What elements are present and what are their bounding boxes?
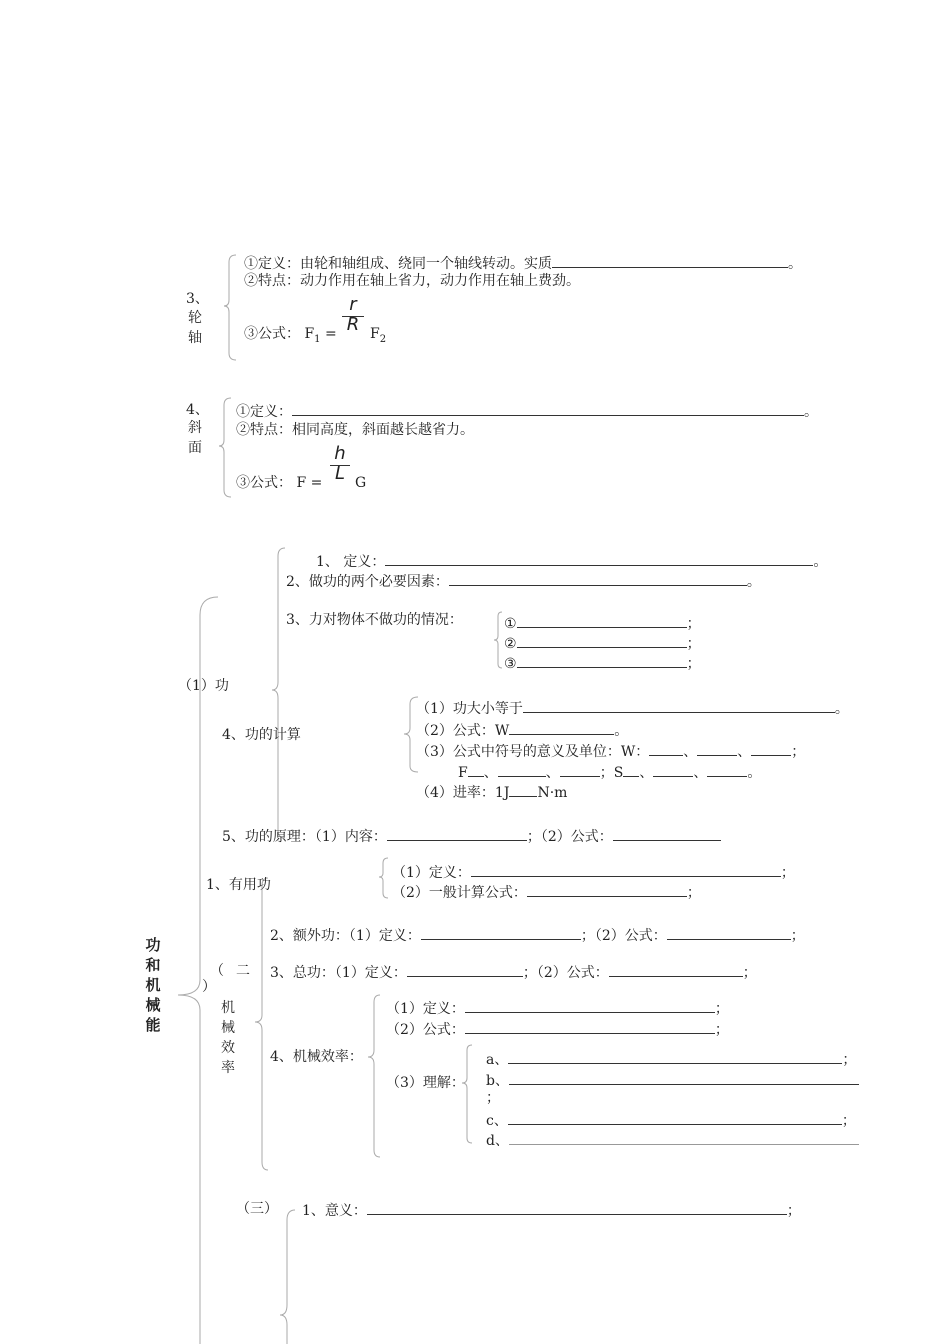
calc-3-blank[interactable] bbox=[697, 741, 737, 756]
eff-formula-label: （2）公式： bbox=[386, 1022, 465, 1038]
work-label: （1）功 bbox=[178, 678, 229, 694]
f-symbol: F bbox=[458, 765, 468, 781]
sep: ； bbox=[580, 928, 595, 944]
calc-4-blank[interactable] bbox=[509, 782, 537, 797]
efficiency-label-vertical bbox=[218, 998, 238, 1078]
calc-3-label: （3）公式中符号的意义及单位：W： bbox=[416, 744, 650, 760]
fraction-numerator: h bbox=[334, 443, 346, 464]
wheel-axle-eq: = bbox=[325, 326, 337, 342]
extra-formula-blank[interactable] bbox=[667, 925, 791, 940]
useful-def-end: ； bbox=[780, 865, 795, 881]
calc-3b-blank[interactable] bbox=[468, 762, 484, 777]
eff-def-blank[interactable] bbox=[465, 998, 715, 1013]
brace-useful bbox=[379, 858, 388, 898]
understand-blank[interactable] bbox=[508, 1110, 842, 1125]
fraction-numerator: r bbox=[349, 294, 357, 315]
sep: 、 bbox=[693, 765, 708, 781]
fraction-denominator: R bbox=[346, 314, 360, 335]
incline-f: F = bbox=[296, 475, 323, 491]
eff-understand: （3）理解： bbox=[386, 1075, 465, 1091]
item-end: ； bbox=[686, 656, 701, 672]
main-title-char: 能 bbox=[145, 1016, 161, 1034]
efficiency-label-char: 械 bbox=[221, 1020, 235, 1036]
wheel-axle-def-blank[interactable] bbox=[552, 253, 788, 268]
item-label: d、 bbox=[486, 1133, 509, 1149]
understand-blank[interactable] bbox=[509, 1130, 859, 1145]
f2-subscript: 2 bbox=[379, 333, 387, 345]
calc-1-blank[interactable] bbox=[523, 698, 835, 713]
wheel-axle-def-end: 。 bbox=[788, 256, 802, 272]
eff-formula-end: ； bbox=[714, 1022, 729, 1038]
understand-item-a bbox=[486, 1049, 856, 1069]
calc-3-end: ； bbox=[791, 744, 806, 760]
incline-def-end: 。 bbox=[804, 404, 818, 420]
s-symbol: S bbox=[613, 765, 624, 781]
wheel-axle-f1 bbox=[304, 326, 321, 345]
wheel-axle-title bbox=[185, 308, 205, 348]
incline-title-char: 斜 bbox=[188, 420, 202, 436]
item-number: ① bbox=[504, 616, 517, 632]
calc-2-label: （2）公式：W bbox=[416, 723, 510, 739]
work-factors-blank[interactable] bbox=[449, 571, 747, 586]
incline-title bbox=[185, 418, 205, 458]
wheel-axle-formula-label: ③公式： bbox=[244, 326, 300, 342]
useful-def-label: （1）定义： bbox=[392, 865, 471, 881]
item-end: ； bbox=[841, 1113, 856, 1129]
extra-def-blank[interactable] bbox=[421, 925, 581, 940]
incline-formula-label: ③公式： bbox=[236, 475, 292, 491]
work-factors-end: 。 bbox=[746, 574, 761, 590]
item-label: b、 bbox=[486, 1073, 509, 1089]
brace-wheel-axle bbox=[224, 255, 236, 360]
useful-work-formula bbox=[392, 882, 701, 902]
calc-2-blank[interactable] bbox=[509, 720, 614, 735]
efficiency-label-char: 率 bbox=[221, 1060, 235, 1076]
brace-eff-main bbox=[368, 995, 380, 1157]
calc-3b-blank[interactable] bbox=[498, 762, 546, 777]
total-label: 3、总功：（1）定义： bbox=[270, 965, 407, 981]
principle-formula-blank[interactable] bbox=[613, 826, 721, 841]
incline-number: 4、 bbox=[186, 402, 209, 418]
f2-symbol: F bbox=[370, 326, 380, 342]
f1-symbol: F bbox=[304, 326, 315, 342]
sep: 、 bbox=[545, 765, 560, 781]
calc-3b-blank[interactable] bbox=[653, 762, 693, 777]
understand-item-b-end: ； bbox=[486, 1090, 500, 1106]
wheel-axle-feature: ②特点：动力作用在轴上省力，动力作用在轴上费劲。 bbox=[244, 273, 580, 289]
efficiency-label-char: 机 bbox=[221, 1000, 235, 1016]
extra-end: ； bbox=[790, 928, 805, 944]
main-title-char: 械 bbox=[145, 996, 161, 1014]
main-title bbox=[143, 935, 163, 1035]
wheel-axle-definition bbox=[244, 253, 802, 273]
eff-formula bbox=[386, 1019, 729, 1039]
item-end: ； bbox=[686, 616, 701, 632]
work-calc-1 bbox=[416, 698, 849, 718]
brace-incline bbox=[219, 398, 231, 497]
efficiency-label-char: 效 bbox=[221, 1040, 235, 1056]
item-number: ② bbox=[504, 636, 517, 652]
f1-subscript: 1 bbox=[314, 333, 321, 345]
item-end: ； bbox=[842, 1052, 857, 1068]
eff-def bbox=[386, 998, 729, 1018]
work-calc-label: 4、功的计算 bbox=[222, 727, 301, 743]
power-meaning-blank[interactable] bbox=[367, 1200, 787, 1215]
work-def-blank[interactable] bbox=[385, 551, 813, 566]
sep: ； bbox=[599, 765, 614, 781]
understand-item-b bbox=[486, 1070, 859, 1090]
total-end: ； bbox=[742, 965, 757, 981]
wheel-axle-number: 3、 bbox=[186, 291, 209, 307]
work-nowork-label: 3、力对物体不做功的情况： bbox=[286, 612, 463, 628]
total-formula-blank[interactable] bbox=[609, 962, 743, 977]
main-title-char: 和 bbox=[145, 956, 161, 974]
eff-label: 4、机械效率： bbox=[270, 1049, 363, 1065]
sep: 、 bbox=[683, 744, 698, 760]
eff-def-end: ； bbox=[714, 1001, 729, 1017]
calc-4-end: N·m bbox=[537, 785, 568, 801]
calc-3-blank[interactable] bbox=[649, 741, 683, 756]
incline-def-blank[interactable] bbox=[292, 401, 804, 416]
incline-fraction bbox=[330, 443, 350, 484]
work-calc-3b bbox=[458, 762, 761, 782]
wheel-axle-f2 bbox=[370, 325, 386, 349]
extra-work bbox=[270, 925, 805, 945]
nowork-blank[interactable] bbox=[517, 653, 687, 668]
brace-understand bbox=[462, 1045, 472, 1143]
nowork-blank[interactable] bbox=[517, 633, 687, 648]
power-meaning-end: ； bbox=[786, 1203, 801, 1219]
total-work bbox=[270, 962, 757, 982]
power-meaning-label: 1、意义： bbox=[302, 1203, 367, 1219]
calc-3b-blank[interactable] bbox=[623, 762, 639, 777]
incline-title-char: 面 bbox=[188, 440, 202, 456]
item-label: a、 bbox=[486, 1052, 509, 1068]
understand-item-d bbox=[486, 1130, 859, 1150]
useful-work-label: 1、有用功 bbox=[206, 877, 271, 893]
calc-4-label: （4）进率：1J bbox=[416, 785, 510, 801]
sep: 、 bbox=[639, 765, 654, 781]
power-label: （三） bbox=[236, 1201, 278, 1217]
calc-2-end: 。 bbox=[614, 723, 629, 739]
extra-formula-label: （2）公式： bbox=[594, 928, 667, 944]
work-def-end: 。 bbox=[813, 554, 828, 570]
incline-formula bbox=[236, 474, 322, 492]
understand-item-c bbox=[486, 1110, 856, 1130]
wheel-axle-formula bbox=[244, 325, 337, 349]
calc-3-blank[interactable] bbox=[751, 741, 791, 756]
work-nowork-item bbox=[504, 613, 701, 633]
calc-1-end: 。 bbox=[834, 701, 849, 717]
principle-blank[interactable] bbox=[387, 826, 527, 841]
wheel-axle-fraction bbox=[342, 294, 364, 335]
work-calc-3 bbox=[416, 741, 805, 761]
sep: 、 bbox=[483, 765, 498, 781]
total-def-blank[interactable] bbox=[407, 962, 523, 977]
eff-formula-blank[interactable] bbox=[465, 1019, 715, 1034]
work-def-label: 1、 定义： bbox=[316, 554, 386, 570]
incline-def-label: ①定义： bbox=[236, 404, 292, 420]
brace-power bbox=[280, 1210, 295, 1344]
incline-definition bbox=[236, 401, 818, 421]
incline-g: G bbox=[355, 475, 367, 491]
calc-1-label: （1）功大小等于 bbox=[416, 701, 523, 717]
work-factors-label: 2、做功的两个必要因素： bbox=[286, 574, 449, 590]
efficiency-label-open: （ bbox=[210, 963, 224, 979]
wheel-axle-title-char: 轮 bbox=[188, 310, 202, 326]
useful-formula-blank[interactable] bbox=[527, 882, 687, 897]
brace-work bbox=[272, 548, 285, 838]
total-formula-label: （2）公式： bbox=[536, 965, 609, 981]
nowork-blank[interactable] bbox=[517, 613, 687, 628]
understand-blank[interactable] bbox=[509, 1070, 859, 1085]
main-title-char: 功 bbox=[145, 936, 161, 954]
useful-work-def bbox=[392, 862, 795, 882]
item-end: ； bbox=[686, 636, 701, 652]
efficiency-label-num: 二 bbox=[236, 963, 250, 979]
useful-formula-label: （2）一般计算公式： bbox=[392, 885, 527, 901]
work-principle bbox=[222, 826, 721, 846]
fraction-denominator: L bbox=[334, 463, 346, 484]
calc-3b-blank[interactable] bbox=[560, 762, 600, 777]
principle-label: 5、功的原理：（1）内容： bbox=[222, 829, 387, 845]
calc-3b-end: 。 bbox=[747, 765, 762, 781]
item-number: ③ bbox=[504, 656, 517, 672]
work-definition bbox=[316, 551, 827, 571]
understand-blank[interactable] bbox=[508, 1049, 842, 1064]
wheel-axle-def-label: ①定义：由轮和轴组成、绕同一个轴线转动。实质 bbox=[244, 256, 552, 272]
wheel-axle-title-char: 轴 bbox=[188, 330, 202, 346]
work-calc-2 bbox=[416, 720, 628, 740]
sep: 、 bbox=[737, 744, 752, 760]
eff-def-label: （1）定义： bbox=[386, 1001, 465, 1017]
work-nowork-item bbox=[504, 653, 701, 673]
item-label: c、 bbox=[486, 1113, 508, 1129]
useful-formula-end: ； bbox=[686, 885, 701, 901]
efficiency-label-close: ） bbox=[202, 979, 216, 995]
power-meaning bbox=[302, 1200, 801, 1220]
work-nowork-item bbox=[504, 633, 701, 653]
main-title-char: 机 bbox=[145, 976, 161, 994]
brace-efficiency bbox=[255, 878, 268, 1170]
work-factors bbox=[286, 571, 761, 591]
principle-sep: ；（2）公式： bbox=[526, 829, 613, 845]
calc-3b-blank[interactable] bbox=[707, 762, 747, 777]
sep: ； bbox=[522, 965, 537, 981]
extra-label: 2、额外功：（1）定义： bbox=[270, 928, 421, 944]
work-calc-4 bbox=[416, 782, 567, 802]
incline-feature: ②特点：相同高度，斜面越长越省力。 bbox=[236, 422, 474, 438]
useful-def-blank[interactable] bbox=[471, 862, 781, 877]
brace-nowork bbox=[494, 612, 502, 668]
